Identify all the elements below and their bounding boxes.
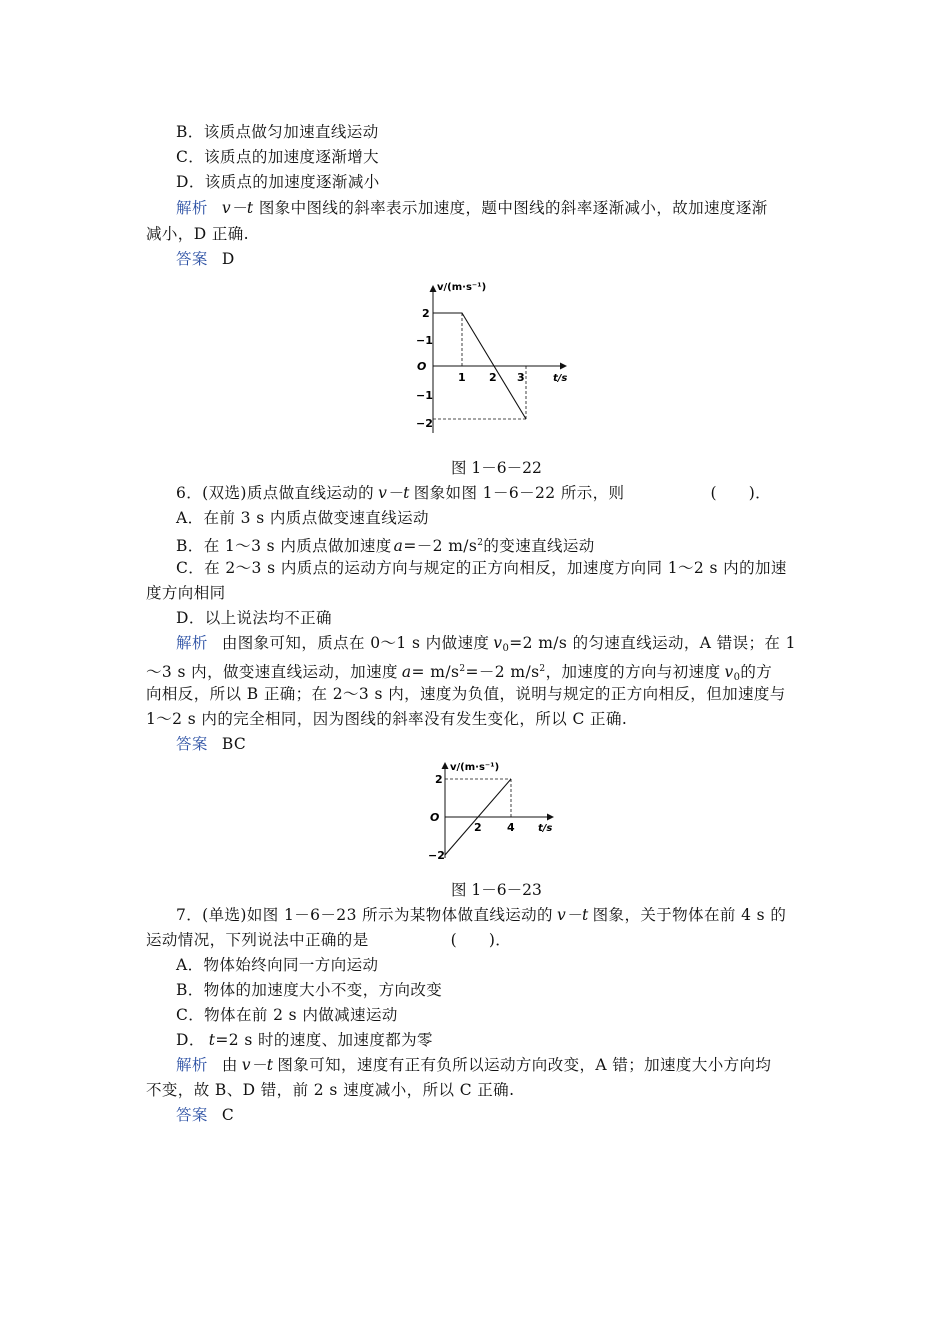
q7-analysis-line-2: 不变，故 B、D 错，前 2 s 速度减小，所以 C 正确.	[146, 1081, 515, 1099]
vt-symbol: v－t	[221, 199, 254, 217]
q6-answer-line	[176, 734, 246, 754]
q6-analysis-line-4: 1～2 s 内的完全相同，因为图线的斜率没有发生变化，所以 C 正确.	[146, 710, 628, 728]
x-tick-label: 1	[458, 371, 466, 384]
q6-option-c-line-2: 度方向相同	[146, 584, 226, 602]
q6-option-b: B．在 1～3 s 内质点做加速度 a=－2 $m/s^2$的变速直线运动	[176, 537, 595, 555]
q5-option-d: D．该质点的加速度逐渐减小	[176, 173, 380, 191]
q6-option-c-line-1: C．在 2～3 s 内质点的运动方向与规定的正方向相反，加速度方向同 1～2 s 内的加速	[176, 559, 787, 577]
q5-option-b: B．该质点做匀加速直线运动	[176, 123, 379, 141]
q5-answer-line	[176, 249, 235, 269]
q7-option-b: B．物体的加速度大小不变，方向改变	[176, 981, 443, 999]
x-tick-label: 2	[474, 821, 482, 834]
x-axis-label: t/s	[553, 373, 568, 384]
q6-option-a: A．在前 3 s 内质点做变速直线运动	[176, 509, 429, 527]
x-tick-label: 3	[517, 371, 525, 384]
q7-answer: C	[221, 1106, 235, 1124]
q7-stem-line-1: 7．(单选)如图 1－6－23 所示为某物体做直线运动的 v－t 图象，关于物体在前 4 s 的	[176, 906, 787, 924]
q6-analysis-line-1: 解析 由图象可知，质点在 0～1 s 内做速度 $v_0=2$ m/s 的匀速直线运动，A 错误；在 1	[176, 634, 796, 654]
q7-option-c: C．物体在前 2 s 内做减速运动	[176, 1006, 398, 1024]
q5-option-c: C．该质点的加速度逐渐增大	[176, 148, 380, 166]
origin-label: O	[430, 811, 440, 824]
answer-label: 答案	[176, 735, 208, 753]
q7-answer-line	[176, 1105, 234, 1125]
x-tick-label: 4	[507, 821, 515, 834]
y-tick-label: −2	[416, 417, 433, 430]
q5-analysis-line-1: 解析 v－t 图象中图线的斜率表示加速度，题中图线的斜率逐渐减小，故加速度逐渐	[176, 199, 768, 217]
origin-label: O	[417, 360, 427, 373]
analysis-label: 解析	[176, 634, 208, 652]
analysis-label: 解析	[176, 199, 208, 217]
x-axis-label: t/s	[538, 823, 553, 834]
q5-analysis-line-2: 减小，D 正确.	[146, 225, 249, 243]
q7-option-d: D． t=2 s 时的速度、加速度都为零	[176, 1031, 433, 1049]
answer-label: 答案	[176, 250, 208, 268]
q6-analysis-line-2: ～3 s 内，做变速直线运动，加速度 $a= m/s^2=-2$ $m/s^2$，加速度的方向与初速度 $v_0$的方	[146, 663, 773, 683]
y-tick-label: 2	[435, 773, 443, 786]
q7-option-a: A．物体始终向同一方向运动	[176, 956, 379, 974]
y-tick-label: −1	[416, 389, 433, 402]
y-axis-label: v/(m·s⁻¹)	[437, 282, 487, 293]
q7-analysis-line-1: 解析 由 v－t 图象可知，速度有正有负所以运动方向改变，A 错；加速度大小方向均	[176, 1056, 772, 1074]
figure-1-6-23	[420, 758, 565, 868]
answer-bracket: ( )．	[450, 931, 512, 949]
y-tick-label: 2	[422, 307, 430, 320]
y-axis-label: v/(m·s⁻¹)	[450, 762, 500, 773]
q6-analysis-line-3: 向相反，所以 B 正确；在 2～3 s 内，速度为负值，说明与规定的正方向相反，但加速度与	[146, 685, 786, 703]
analysis-label: 解析	[176, 1056, 208, 1074]
answer-label: 答案	[176, 1106, 208, 1124]
y-tick-label: −2	[428, 849, 445, 862]
figure-caption: 图 1－6－22	[451, 459, 542, 477]
q6-option-d: D．以上说法均不正确	[176, 609, 332, 627]
y-tick-label: −1	[416, 334, 433, 347]
answer-bracket: ( )．	[710, 484, 772, 502]
figure-caption: 图 1－6－23	[451, 881, 542, 899]
x-tick-label: 2	[489, 371, 497, 384]
q6-stem: 6．(双选)质点做直线运动的 v－t 图象如图 1－6－22 所示，则 ( )．	[176, 484, 772, 502]
q5-answer: D	[221, 250, 235, 268]
figure-1-6-22	[400, 275, 580, 440]
q7-stem-line-2: 运动情况，下列说法中正确的是 ( )．	[146, 931, 512, 949]
q6-answer: BC	[221, 735, 247, 753]
